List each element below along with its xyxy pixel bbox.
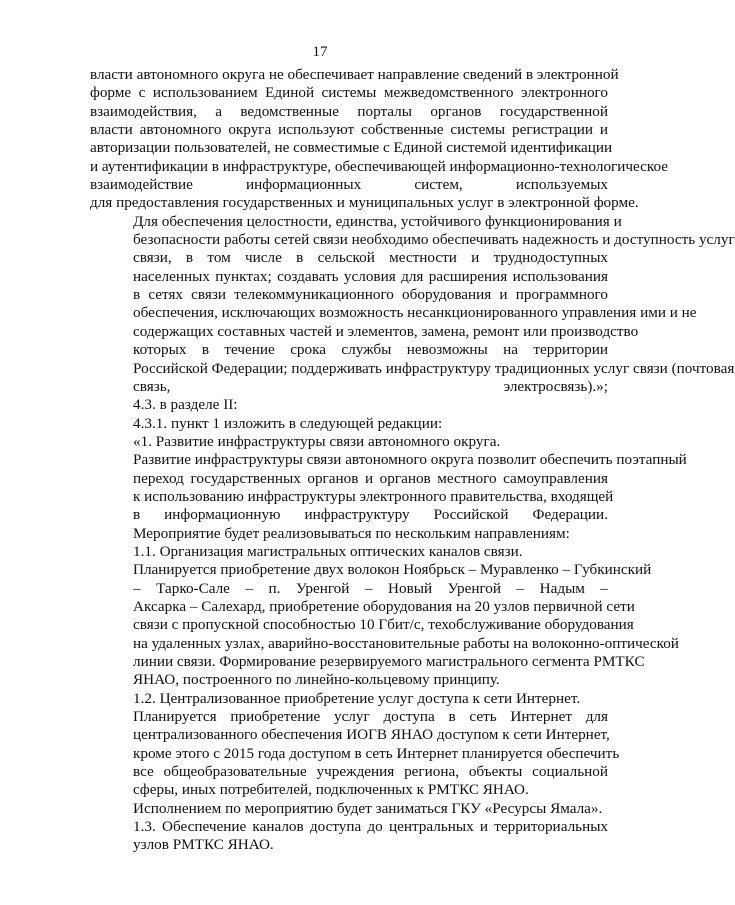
- text-line: к использованию инфраструктуры электронного правительства, входящей: [133, 487, 614, 505]
- text-line: Аксарка – Салехард, приобретение оборудования на 20 узлов первичной сети: [133, 597, 635, 615]
- text-line: централизованного обеспечения ИОГВ ЯНАО доступом к сети Интернет,: [133, 726, 610, 744]
- text-line: и аутентификации в инфраструктуре, обеспечивающей информационно-технологическое: [90, 157, 669, 175]
- text-line: Развитие инфраструктуры связи автономного округа позволит обеспечить поэтапный: [133, 451, 687, 469]
- text-line: форме с использованием Единой системы межведомственного электронного: [90, 84, 608, 102]
- page-number: 17: [312, 44, 328, 60]
- paragraph: [90, 212, 735, 396]
- text-line: обеспечения, исключающих возможность несанкционированного управления ими и не: [133, 304, 697, 322]
- text-line: все общеобразовательные учреждения региона, объекты социальной: [133, 763, 608, 781]
- text-line: авторизации пользователей, не совместимые с Единой системой идентификации: [90, 139, 613, 157]
- text-line: содержащих составных частей и элементов, замена, ремонт или производство: [133, 322, 639, 340]
- text-line: Планируется приобретение услуг доступа в сеть Интернет для: [133, 708, 608, 726]
- text-line: Исполнением по мероприятию будет заниматься ГКУ «Ресурсы Ямала».: [133, 799, 603, 817]
- text-line: узлов РМТКС ЯНАО.: [133, 836, 274, 854]
- paragraph: [90, 66, 669, 213]
- text-line: в информационную инфраструктуру Российской Федерации.: [133, 506, 608, 524]
- text-line: 4.3.1. пункт 1 изложить в следующей редакции:: [133, 414, 443, 432]
- text-line: взаимодействие информационных систем, используемых: [90, 176, 608, 194]
- text-line: безопасности работы сетей связи необходимо обеспечивать надежность и доступность услуг: [133, 231, 735, 249]
- paragraph: [90, 433, 608, 451]
- text-line: связи с пропускной способностью 10 Гбит/с, техобслуживание оборудования: [133, 616, 634, 634]
- text-line: сферы, иных потребителей, подключенных к РМТКС ЯНАО.: [133, 781, 529, 799]
- text-line: власти автономного округа используют собственные системы регистрации и: [90, 121, 608, 139]
- paragraph: [90, 396, 608, 414]
- text-line: «1. Развитие инфраструктуры связи автономного округа.: [133, 432, 501, 450]
- text-line: власти автономного округа не обеспечивает направление сведений в электронной: [90, 66, 619, 83]
- text-line: – Тарко-Сале – п. Уренгой – Новый Уренгой – Надым –: [133, 579, 608, 597]
- text-line: для предоставления государственных и муниципальных услуг в электронной форме.: [90, 194, 639, 212]
- paragraph: [90, 451, 687, 524]
- text-line: 4.3. в разделе II:: [133, 396, 238, 414]
- document-body: [90, 66, 735, 855]
- text-line: связь, электросвязь).»;: [133, 377, 608, 395]
- text-line: населенных пунктах; создавать условия для расширения использования: [133, 267, 608, 285]
- text-line: взаимодействия, а ведомственные порталы органов государственной: [90, 102, 608, 120]
- paragraph: [90, 800, 608, 818]
- paragraph: [90, 818, 608, 855]
- text-line: Мероприятие будет реализовываться по нескольким направлениям:: [133, 524, 570, 542]
- text-line: 1.1. Организация магистральных оптических каналов связи.: [133, 542, 523, 560]
- text-line: кроме этого с 2015 года доступом в сеть Интернет планируется обеспечить: [133, 744, 620, 762]
- text-line: связи, в том числе в сельской местности и труднодоступных: [133, 249, 608, 267]
- text-line: Российской Федерации; поддерживать инфраструктуру традиционных услуг связи (почтовая: [133, 359, 735, 377]
- paragraph: [90, 543, 608, 561]
- paragraph: [90, 708, 620, 800]
- text-line: линии связи. Формирование резервируемого магистрального сегмента РМТКС: [133, 653, 645, 670]
- text-line: ЯНАО, построенного по линейно-кольцевому принципу.: [133, 671, 500, 689]
- text-line: Планируется приобретение двух волокон Ноябрьск – Муравленко – Губкинский: [133, 561, 652, 579]
- paragraph: [90, 690, 608, 708]
- paragraph: [90, 415, 608, 433]
- text-line: на удаленных узлах, аварийно-восстановительные работы на волоконно-оптической: [133, 634, 679, 652]
- paragraph: [90, 525, 608, 543]
- text-line: в сетях связи телекоммуникационного оборудования и программного: [133, 286, 608, 304]
- text-line: которых в течение срока службы невозможны на территории: [133, 341, 608, 359]
- text-line: 1.2. Централизованное приобретение услуг доступа к сети Интернет.: [133, 689, 581, 707]
- text-line: 1.3. Обеспечение каналов доступа до центральных и территориальных: [133, 818, 608, 836]
- paragraph: [90, 561, 679, 689]
- text-line: переход государственных органов и органов местного самоуправления: [133, 469, 608, 487]
- text-line: Для обеспечения целостности, единства, устойчивого функционирования и: [133, 212, 622, 230]
